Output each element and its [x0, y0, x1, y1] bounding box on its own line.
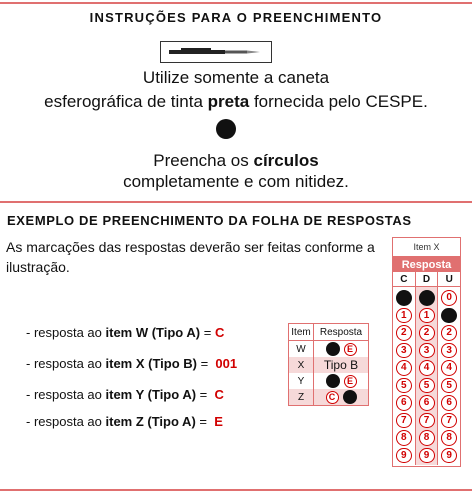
instruction-line-2-pre: esferográfica de tinta	[44, 92, 208, 111]
header-item: Item	[289, 324, 314, 340]
sheet-resposta-label: Resposta	[393, 257, 460, 272]
answer-equals: =	[200, 325, 215, 340]
row-item: X	[289, 357, 314, 373]
answer-bubble[interactable]: 2	[396, 325, 412, 341]
filled-bubble-icon	[343, 390, 357, 404]
answer-bubble[interactable]: 6	[396, 395, 412, 411]
answer-prefix: - resposta ao	[26, 387, 106, 402]
answer-bubble: C	[326, 391, 339, 404]
answer-prefix: - resposta ao	[26, 414, 106, 429]
col-u-label: U	[437, 272, 460, 286]
filled-bubble-icon	[326, 342, 340, 356]
answer-bubble[interactable]: 4	[441, 360, 457, 376]
top-rule	[0, 2, 472, 4]
answer-bubble[interactable]	[419, 290, 435, 306]
example-title: EXEMPLO DE PREENCHIMENTO DA FOLHA DE RESPOSTAS	[7, 213, 412, 228]
answer-line-z	[26, 414, 223, 429]
answer-bubble[interactable]	[396, 290, 412, 306]
answer-bubble[interactable]: 5	[441, 378, 457, 394]
example-paragraph: As marcações das respostas deverão ser feitas conforme a ilustração.	[6, 239, 375, 275]
answer-equals: =	[196, 356, 216, 371]
answer-bubble[interactable]: 2	[419, 325, 435, 341]
bottom-rule	[0, 489, 472, 491]
row-response	[314, 389, 368, 405]
table-row	[289, 373, 368, 389]
row-response	[314, 357, 368, 373]
answer-bubble: E	[344, 375, 357, 388]
answer-item: item Z (Tipo A)	[105, 414, 196, 429]
answer-bubble[interactable]: 7	[396, 413, 412, 429]
answer-bubble[interactable]: 4	[419, 360, 435, 376]
answer-value: C	[214, 387, 224, 402]
pen-icon-box	[160, 41, 272, 63]
answer-value: E	[214, 414, 223, 429]
sheet-header: Item X	[393, 238, 460, 257]
col-u	[438, 287, 460, 465]
col-d	[415, 287, 439, 465]
table-row	[289, 357, 368, 373]
answer-prefix: - resposta ao	[26, 325, 106, 340]
answer-bubble[interactable]: 1	[419, 308, 435, 324]
instruction-line-1: Utilize somente a caneta	[142, 68, 330, 87]
row-response	[314, 373, 368, 389]
answer-bubble[interactable]	[441, 308, 457, 324]
answer-bubble[interactable]: 7	[419, 413, 435, 429]
pen-icon	[161, 42, 271, 62]
row-item: Y	[289, 373, 314, 389]
instruction-line-4: completamente e com nitidez.	[123, 172, 349, 191]
col-c-label: C	[400, 273, 408, 285]
instruction-line-2-bold: preta	[207, 92, 250, 111]
sheet-grid	[393, 287, 460, 465]
answer-item: item X (Tipo B)	[105, 356, 197, 371]
answer-bubble[interactable]: 8	[396, 430, 412, 446]
example-table-header	[289, 324, 368, 341]
answer-bubble[interactable]: 3	[441, 343, 457, 359]
row-text: Tipo B	[323, 358, 359, 372]
answer-item: item Y (Tipo A)	[105, 387, 197, 402]
instruction-line-3-pre: Preencha os	[153, 151, 254, 170]
answer-equals: =	[195, 414, 215, 429]
answer-prefix: - resposta ao	[26, 356, 106, 371]
answer-bubble[interactable]: 5	[419, 378, 435, 394]
instruction-line-2	[0, 92, 472, 112]
instruction-line-3	[0, 151, 472, 171]
filled-circle-icon	[216, 119, 236, 139]
answer-line-y	[26, 387, 224, 402]
header-resposta: Resposta	[319, 326, 363, 338]
table-row	[289, 389, 368, 405]
answer-bubble[interactable]: 6	[419, 395, 435, 411]
answer-line-x	[26, 356, 237, 371]
answer-equals: =	[196, 387, 215, 402]
answer-bubble[interactable]: 6	[441, 395, 457, 411]
instruction-line-3-bold: círculos	[253, 151, 319, 170]
answer-bubble[interactable]: 3	[396, 343, 412, 359]
answer-bubble: E	[344, 343, 357, 356]
row-response	[314, 341, 368, 357]
instructions-title: INSTRUÇÕES PARA O PREENCHIMENTO	[89, 10, 383, 25]
answer-bubble[interactable]: 2	[441, 325, 457, 341]
answer-bubble[interactable]: 5	[396, 378, 412, 394]
answer-bubble[interactable]: 9	[419, 448, 435, 464]
answer-bubble[interactable]: 1	[396, 308, 412, 324]
col-c	[393, 287, 415, 465]
filled-bubble-icon	[326, 374, 340, 388]
col-d-label: D	[415, 272, 438, 286]
answer-bubble[interactable]: 8	[441, 430, 457, 446]
answer-item: item W (Tipo A)	[105, 325, 201, 340]
answer-bubble[interactable]: 0	[441, 290, 457, 306]
answer-bubble[interactable]: 9	[396, 448, 412, 464]
answer-bubble[interactable]: 4	[396, 360, 412, 376]
answer-value: C	[214, 325, 225, 340]
answer-bubble[interactable]: 7	[441, 413, 457, 429]
answer-value: 001	[215, 356, 238, 371]
answer-sheet	[392, 237, 461, 467]
answer-bubble[interactable]: 8	[419, 430, 435, 446]
answer-bubble[interactable]: 3	[419, 343, 435, 359]
answer-line-w	[26, 325, 224, 340]
row-item: Z	[289, 389, 314, 405]
sheet-columns	[393, 272, 460, 287]
example-table	[288, 323, 369, 406]
instruction-line-2-post: fornecida pelo CESPE.	[249, 92, 428, 111]
table-row	[289, 341, 368, 357]
row-item: W	[289, 341, 314, 357]
middle-rule	[0, 201, 472, 203]
answer-bubble[interactable]: 9	[441, 448, 457, 464]
